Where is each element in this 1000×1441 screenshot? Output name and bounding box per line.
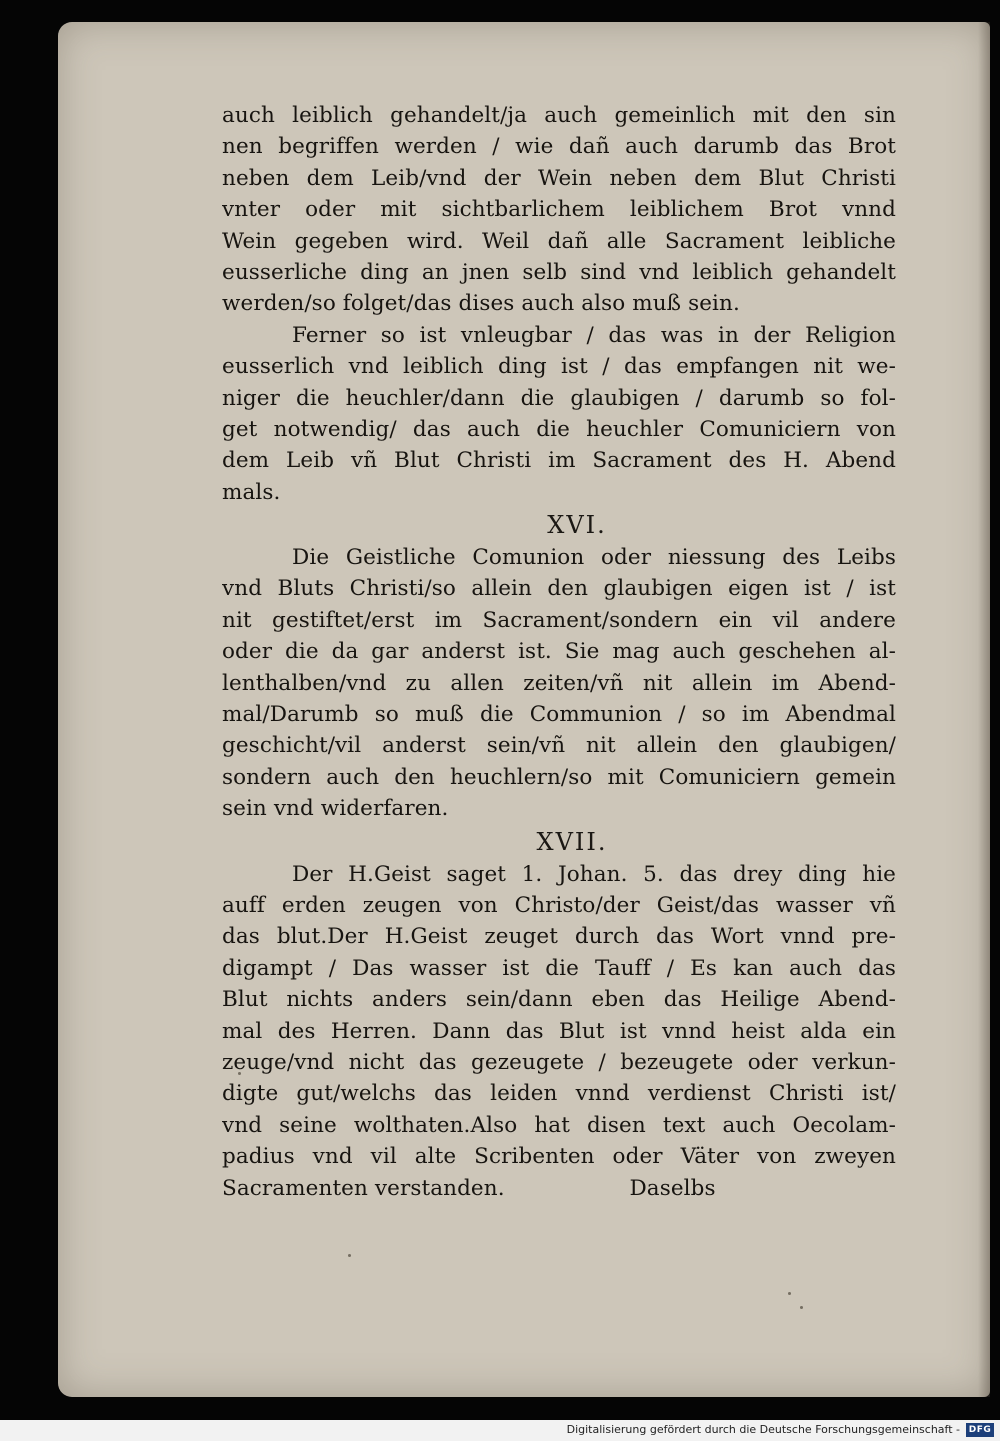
text-line: digampt / Das wasser ist die Tauff / Es kan auch das [222, 955, 896, 981]
text-line: mals. [222, 479, 281, 505]
text-line: padius vnd vil alte Scribenten oder Väter von zweyen [222, 1144, 896, 1170]
speck [348, 1254, 351, 1257]
text-line-with-catchword: Sacramenten verstanden. Daselbs [222, 1175, 716, 1201]
text-line: niger die heuchler/dann die glaubigen / darumb so fol- [222, 385, 896, 411]
text-line: eusserliche ding an jnen selb sind vnd leiblich gehandelt [222, 259, 896, 285]
text-line: get notwendig/ das auch die heuchler Comuniciern von [222, 416, 896, 442]
text-line: vnter oder mit sichtbarlichem leiblichem Brot vnnd [222, 197, 896, 223]
speck [788, 1292, 791, 1295]
text-line: Wein gegeben wird. Weil dañ alle Sacrament leibliche [222, 228, 896, 254]
speck [800, 1306, 803, 1309]
text-line: mal des Herren. Dann das Blut ist vnnd heist alda ein [222, 1018, 896, 1044]
text-line: sein vnd widerfaren. [222, 796, 449, 822]
text-line: digte gut/welchs das leiden vnnd verdienst Christi ist/ [222, 1081, 896, 1107]
dfg-logo-icon: DFG [966, 1423, 994, 1437]
text-line: mal/Darumb so muß die Communion / so im Abendmal [222, 702, 896, 728]
text-line: vnd seine wolthaten.Also hat disen text auch Oecolam- [222, 1112, 896, 1138]
section-heading-xvi: XVI. [547, 511, 607, 540]
funding-notice: Digitalisierung gefördert durch die Deutsche Forschungsgemeinschaft - [566, 1423, 960, 1436]
paragraph-start-line: Ferner so ist vnleugbar / das was in der Religion [292, 322, 896, 348]
text-line: werden/so folget/das dises auch also muß sein. [222, 291, 740, 317]
text-line: nit gestiftet/erst im Sacrament/sondern ein vil andere [222, 607, 896, 633]
text-line: lenthalben/vnd zu allen zeiten/vñ nit allein im Abend- [222, 670, 896, 696]
text-line: Blut nichts anders sein/dann eben das Heilige Abend- [222, 987, 896, 1013]
text-line: eusserlich vnd leiblich ding ist / das empfangen nit we- [222, 354, 896, 380]
text-line: nen begriffen werden / wie dañ auch darumb das Brot [222, 134, 896, 160]
page-text [222, 100, 902, 1240]
paragraph-start-line: Der H.Geist saget 1. Johan. 5. das drey ding hie [292, 861, 896, 887]
text-line: zeuge/vnd nicht das gezeugete / bezeugete oder verkun- [222, 1049, 896, 1075]
section-heading-xvii: XVII. [536, 827, 608, 856]
text-line: neben dem Leib/vnd der Wein neben dem Blut Christi [222, 165, 896, 191]
text-line: das blut.Der H.Geist zeuget durch das Wort vnnd pre- [222, 924, 896, 950]
text-line: sondern auch den heuchlern/so mit Comuniciern gemein [222, 764, 896, 790]
paragraph-start-line: Die Geistliche Comunion oder niessung des Leibs [292, 545, 896, 571]
text-line: auff erden zeugen von Christo/der Geist/das wasser vñ [222, 892, 896, 918]
text-line: dem Leib vñ Blut Christi im Sacrament des H. Abend [222, 448, 896, 474]
text-line: auch leiblich gehandelt/ja auch gemeinlich mit den sin [222, 103, 896, 128]
funding-footer [0, 1420, 1000, 1441]
text-line: vnd Bluts Christi/so allein den glaubigen eigen ist / ist [222, 576, 896, 602]
text-line: oder die da gar anderst ist. Sie mag auch geschehen al- [222, 639, 896, 665]
text-line: geschicht/vil anderst sein/vñ nit allein den glaubigen/ [222, 733, 896, 759]
